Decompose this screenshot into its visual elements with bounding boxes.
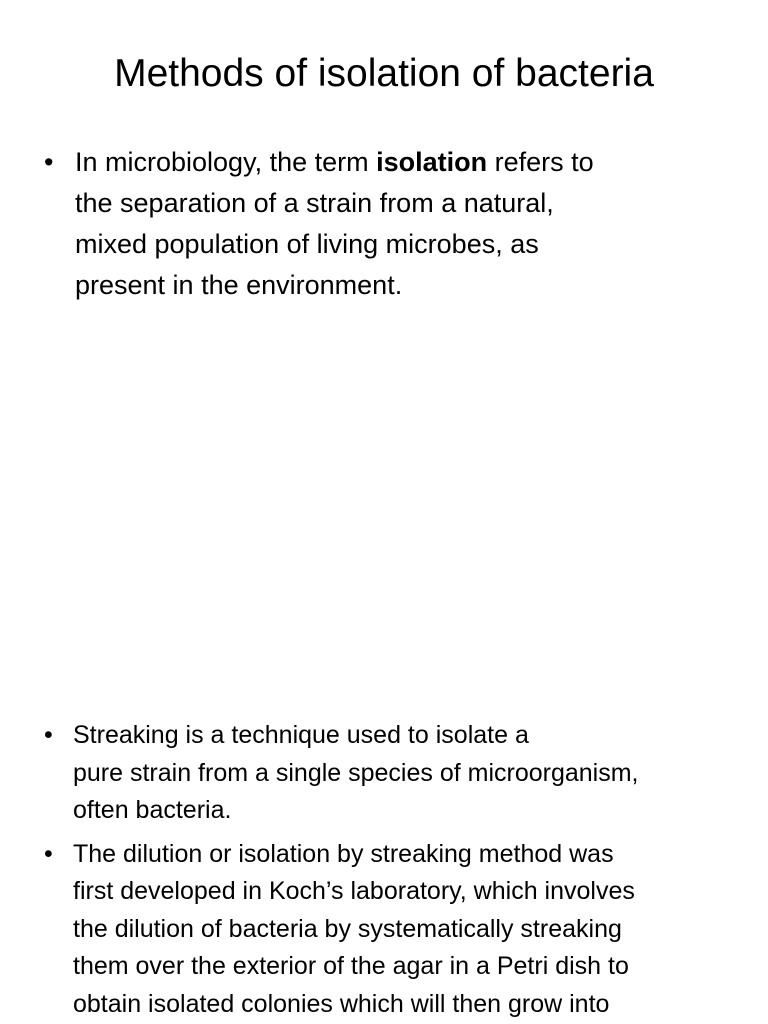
bullet-dot-icon: • <box>44 839 53 868</box>
bullet-line: first developed in Koch’s laboratory, which involves <box>73 877 635 905</box>
bullet-dot-icon: • <box>44 147 54 177</box>
bullet-line: mixed population of living microbes, as <box>75 229 539 259</box>
text-run: In microbiology, the term <box>75 147 377 177</box>
bottom-bullet-list <box>0 717 753 1023</box>
bullet-line: the separation of a strain from a natural, <box>75 188 554 218</box>
bold-term-isolation: isolation <box>376 147 488 177</box>
text-run: refers to <box>487 147 594 177</box>
bullet-line: obtain isolated colonies which will then grow into <box>73 989 610 1018</box>
bullet-line <box>75 142 685 183</box>
top-bullet-list <box>0 142 685 306</box>
bullet-item-dilution-method <box>0 836 753 1024</box>
bullet-line: them over the exterior of the agar in a Petri dish to <box>73 952 629 980</box>
bullet-line: the dilution of bacteria by systematically streaking <box>73 914 622 943</box>
bullet-item-streaking <box>0 717 753 830</box>
bullet-line: present in the environment. <box>75 270 403 300</box>
slide-title: Methods of isolation of bacteria <box>114 52 654 95</box>
bullet-dot-icon: • <box>44 721 53 749</box>
bullet-item-isolation-definition <box>0 142 685 306</box>
bullet-line: Streaking is a technique used to isolate a <box>73 721 529 749</box>
bullet-line: The dilution or isolation by streaking method was <box>73 839 614 868</box>
bullet-line: often bacteria. <box>73 796 232 824</box>
bullet-line: pure strain from a single species of microorganism, <box>73 758 639 787</box>
